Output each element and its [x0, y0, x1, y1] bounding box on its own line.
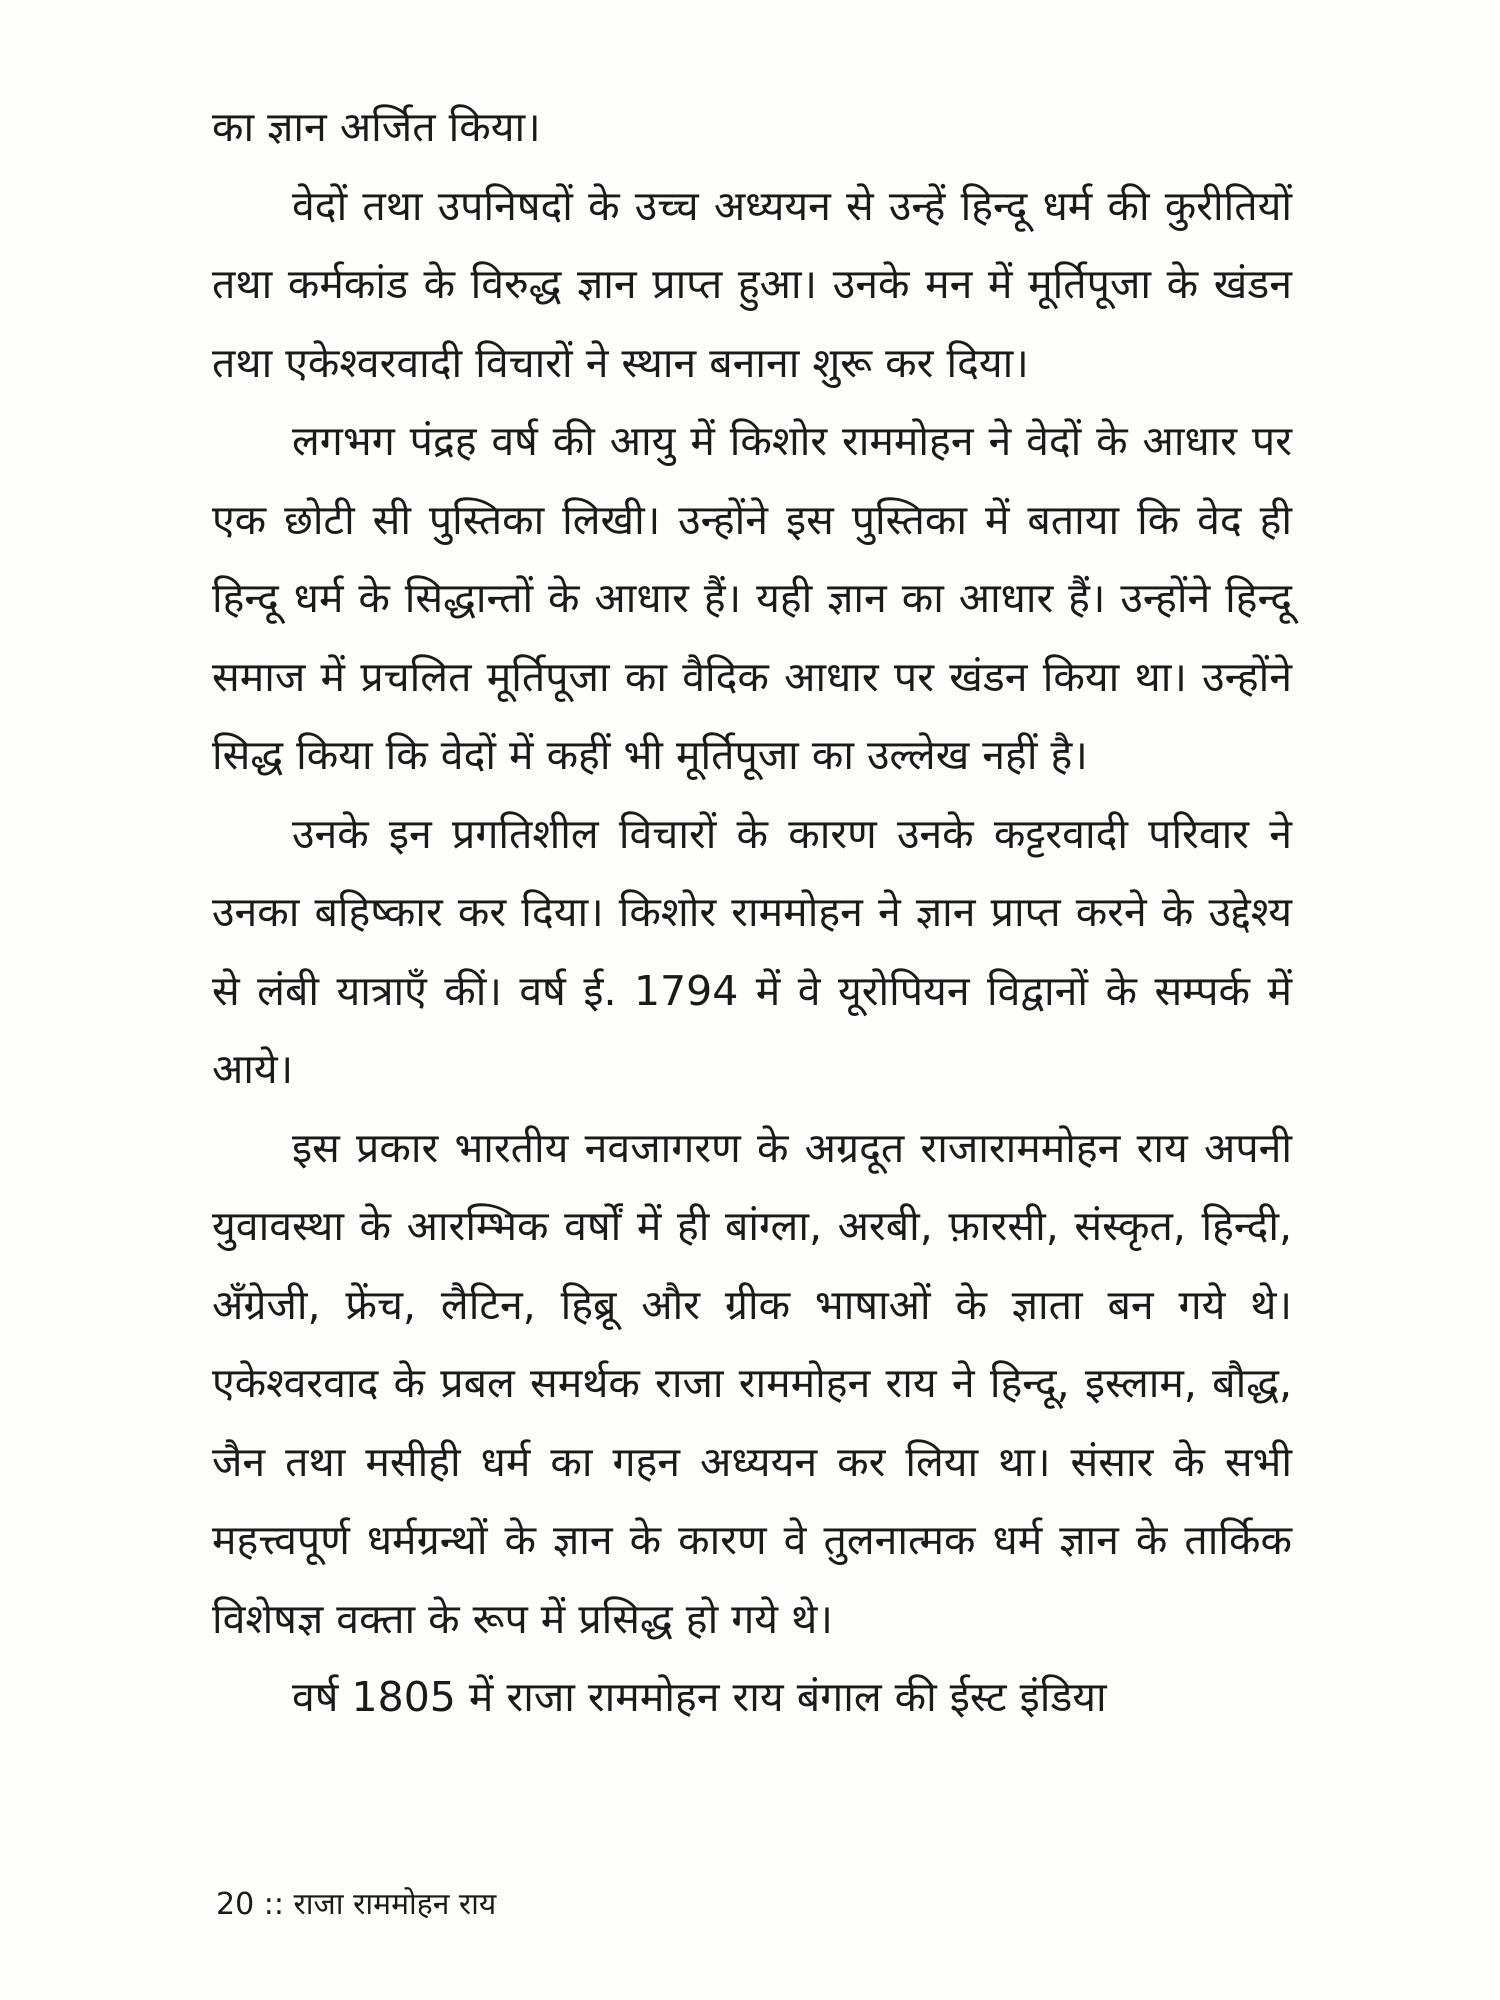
running-title: राजा राममोहन राय	[293, 1887, 497, 1922]
page-number: 20	[216, 1887, 264, 1922]
paragraph-6: वर्ष 1805 में राजा राममोहन राय बंगाल की ईस्ट इंडिया	[292, 1673, 1107, 1721]
paragraph-4: उनके इन प्रगतिशील विचारों के कारण उनके कट्टरवादी परिवार ने उनका बहिष्कार कर दिया। किशोर राममोहन ने ज्ञान प्राप्त करने के उद्देश्य से लंबी यात्राएँ कीं। वर्ष ई. 1794 में वे यूरोपियन विद्वानों के सम्पर्क में आये।	[212, 809, 1292, 1093]
paragraph-2: वेदों तथा उपनिषदों के उच्च अध्ययन से उन्हें हिन्दू धर्म की कुरीतियों तथा कर्मकांड के विरुद्ध ज्ञान प्राप्त हुआ। उनके मन में मूर्तिपूजा के खंडन तथा एकेश्वरवादी विचारों ने स्थान बनाना शुरू कर दिया।	[212, 181, 1292, 387]
paragraph-3: लगभग पंद्रह वर्ष की आयु में किशोर राममोहन ने वेदों के आधार पर एक छोटी सी पुस्तिका लिखी। उन्होंने इस पुस्तिका में बताया कि वेद ही हिन्दू धर्म के सिद्धान्तों के आधार हैं। यही ज्ञान का आधार हैं। उन्होंने हिन्दू समाज में प्रचलित मूर्तिपूजा का वैदिक आधार पर खंडन किया था। उन्होंने सिद्ध किया कि वेदों में कहीं भी मूर्तिपूजा का उल्लेख नहीं है।	[212, 417, 1292, 779]
footer-separator: ::	[263, 1887, 294, 1922]
paragraph-1: का ज्ञान अर्जित किया।	[212, 103, 541, 151]
body-text	[212, 88, 1292, 1737]
page-footer	[216, 1882, 496, 1923]
paragraph-5: इस प्रकार भारतीय नवजागरण के अग्रदूत राजाराममोहन राय अपनी युवावस्था के आरम्भिक वर्षों में ही बांग्ला, अरबी, फ़ारसी, संस्कृत, हिन्दी, अँग्रेजी, फ्रेंच, लैटिन, हिब्रू और ग्रीक भाषाओं के ज्ञाता बन गये थे। एकेश्वरवाद के प्रबल समर्थक राजा राममोहन राय ने हिन्दू, इस्लाम, बौद्ध, जैन तथा मसीही धर्म का गहन अध्ययन कर लिया था। संसार के सभी महत्त्वपूर्ण धर्मग्रन्थों के ज्ञान के कारण वे तुलनात्मक धर्म ज्ञान के तार्किक विशेषज्ञ वक्ता के रूप में प्रसिद्ध हो गये थे।	[212, 1123, 1292, 1643]
